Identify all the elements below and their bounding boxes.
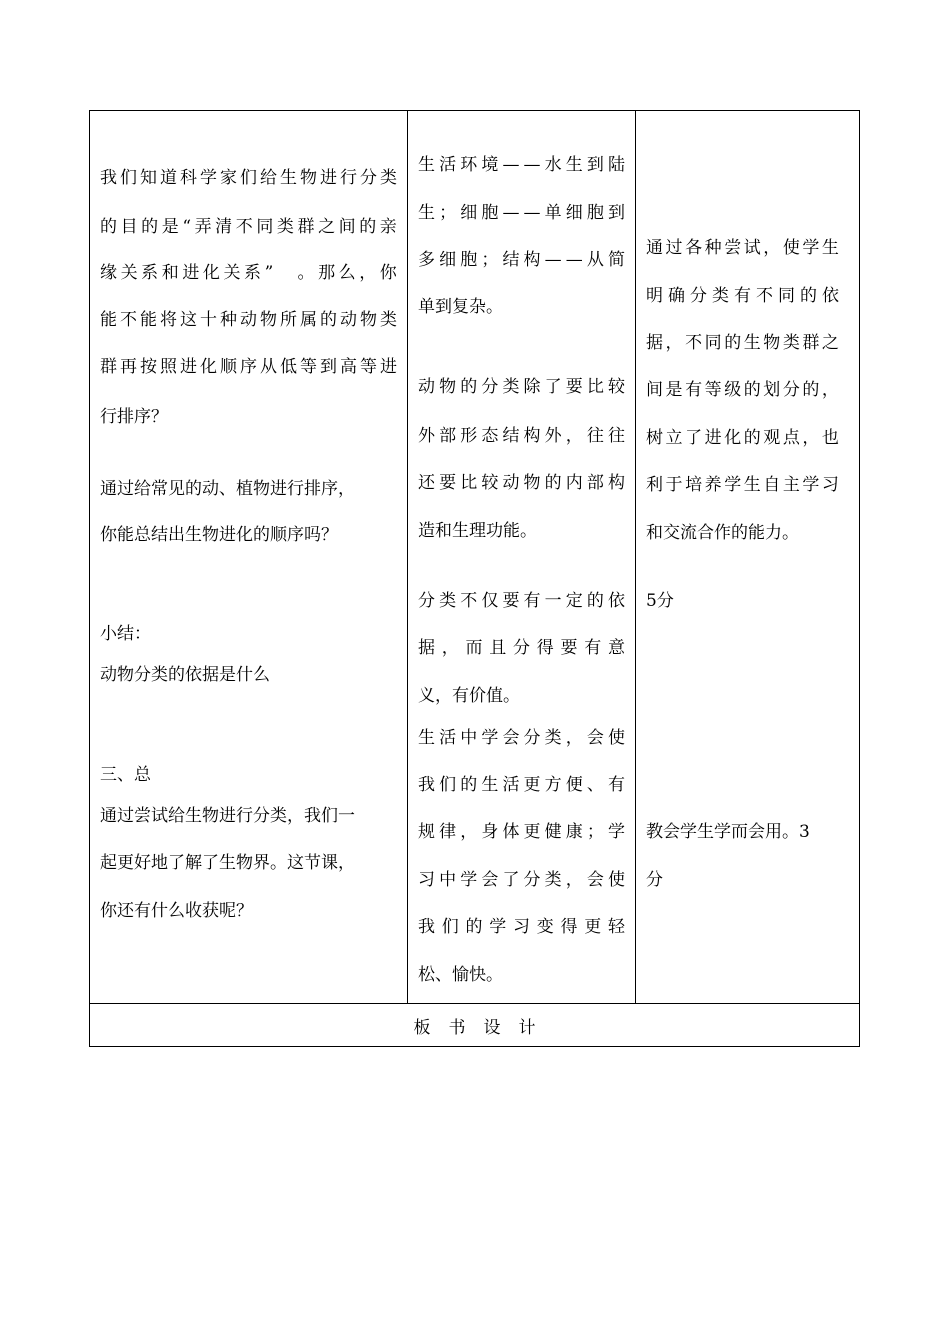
question-line: 我 们 知 道 科 学 家 们 给 生 物 进 行 分 类 <box>100 168 397 188</box>
sort-question-line: 通过给常见的动、植物进行排序， <box>100 479 355 499</box>
question-line: 能 不 能 将 这 十 种 动 物 所 属 的 动 物 类 <box>100 310 397 330</box>
summary-title: 小结： <box>100 624 151 644</box>
life-line: 我 们 的 学 习 变 得 更 轻 <box>418 917 625 937</box>
closing-line: 起更好地了解了生物界。这节课， <box>100 853 355 873</box>
question-line: 的 目 的 是 “ 弄 清 不 同 类 群 之 间 的 亲 <box>100 217 397 237</box>
purpose-line: 利 于 培 养 学 生 自 主 学 习 <box>646 475 839 495</box>
meaning-line: 分 类 不 仅 要 有 一 定 的 依 <box>418 591 625 611</box>
classification-line: 外 部 形 态 结 构 外 ， 往 往 <box>418 426 625 446</box>
purpose-line: 间 是 有 等 级 的 划 分 的 ， <box>646 380 839 400</box>
sort-question-line: 你能总结出生物进化的顺序吗？ <box>100 525 338 545</box>
life-line: 我 们 的 生 活 更 方 便 、 有 <box>418 775 625 795</box>
column-divider <box>407 111 408 1003</box>
meaning-line: 义，有价值。 <box>418 686 520 706</box>
closing-line: 你还有什么收获呢？ <box>100 901 253 921</box>
blackboard-design-row <box>90 1004 859 1047</box>
question-line: 缘 关 系 和 进 化 关 系 ” 。 那 么 ， 你 <box>100 263 397 283</box>
question-line: 行排序？ <box>100 407 168 427</box>
life-line: 规 律 ， 身 体 更 健 康 ； 学 <box>418 822 625 842</box>
purpose-line: 和交流合作的能力。 <box>646 523 799 543</box>
goal-line: 分 <box>646 870 663 890</box>
blackboard-design-title: 板书设计 <box>413 1018 554 1038</box>
time-allocation: 5分 <box>646 591 674 611</box>
life-line: 习 中 学 会 了 分 类 ， 会 使 <box>418 870 625 890</box>
purpose-line: 据 ， 不 同 的 生 物 类 群 之 <box>646 333 839 353</box>
purpose-line: 树 立 了 进 化 的 观 点 ， 也 <box>646 428 839 448</box>
purpose-line: 明 确 分 类 有 不 同 的 依 <box>646 286 839 306</box>
classification-line: 动 物 的 分 类 除 了 要 比 较 <box>418 377 625 397</box>
meaning-line: 据 ， 而 且 分 得 要 有 意 <box>418 638 625 658</box>
closing-line: 通过尝试给生物进行分类，我们一 <box>100 806 355 826</box>
classification-line: 还 要 比 较 动 物 的 内 部 构 <box>418 473 625 493</box>
classification-line: 造和生理功能。 <box>418 521 537 541</box>
summary-question: 动物分类的依据是什么 <box>100 665 270 685</box>
life-line: 生 活 中 学 会 分 类 ， 会 使 <box>418 728 625 748</box>
purpose-line: 通 过 各 种 尝 试 ， 使 学 生 <box>646 238 839 258</box>
evolution-line: 单到复杂。 <box>418 297 503 317</box>
goal-line: 教会学生学而会用。3 <box>646 822 810 842</box>
life-line: 松、愉快。 <box>418 965 503 985</box>
question-line: 群 再 按 照 进 化 顺 序 从 低 等 到 高 等 进 <box>100 357 397 377</box>
evolution-line: 生 ； 细 胞 — — 单 细 胞 到 <box>418 203 625 223</box>
section-title: 三、总 <box>100 765 151 785</box>
evolution-line: 多 细 胞 ； 结 构 — — 从 简 <box>418 250 625 270</box>
column-divider <box>635 111 636 1003</box>
evolution-line: 生 活 环 境 — — 水 生 到 陆 <box>418 155 625 175</box>
lesson-table <box>89 110 860 1047</box>
